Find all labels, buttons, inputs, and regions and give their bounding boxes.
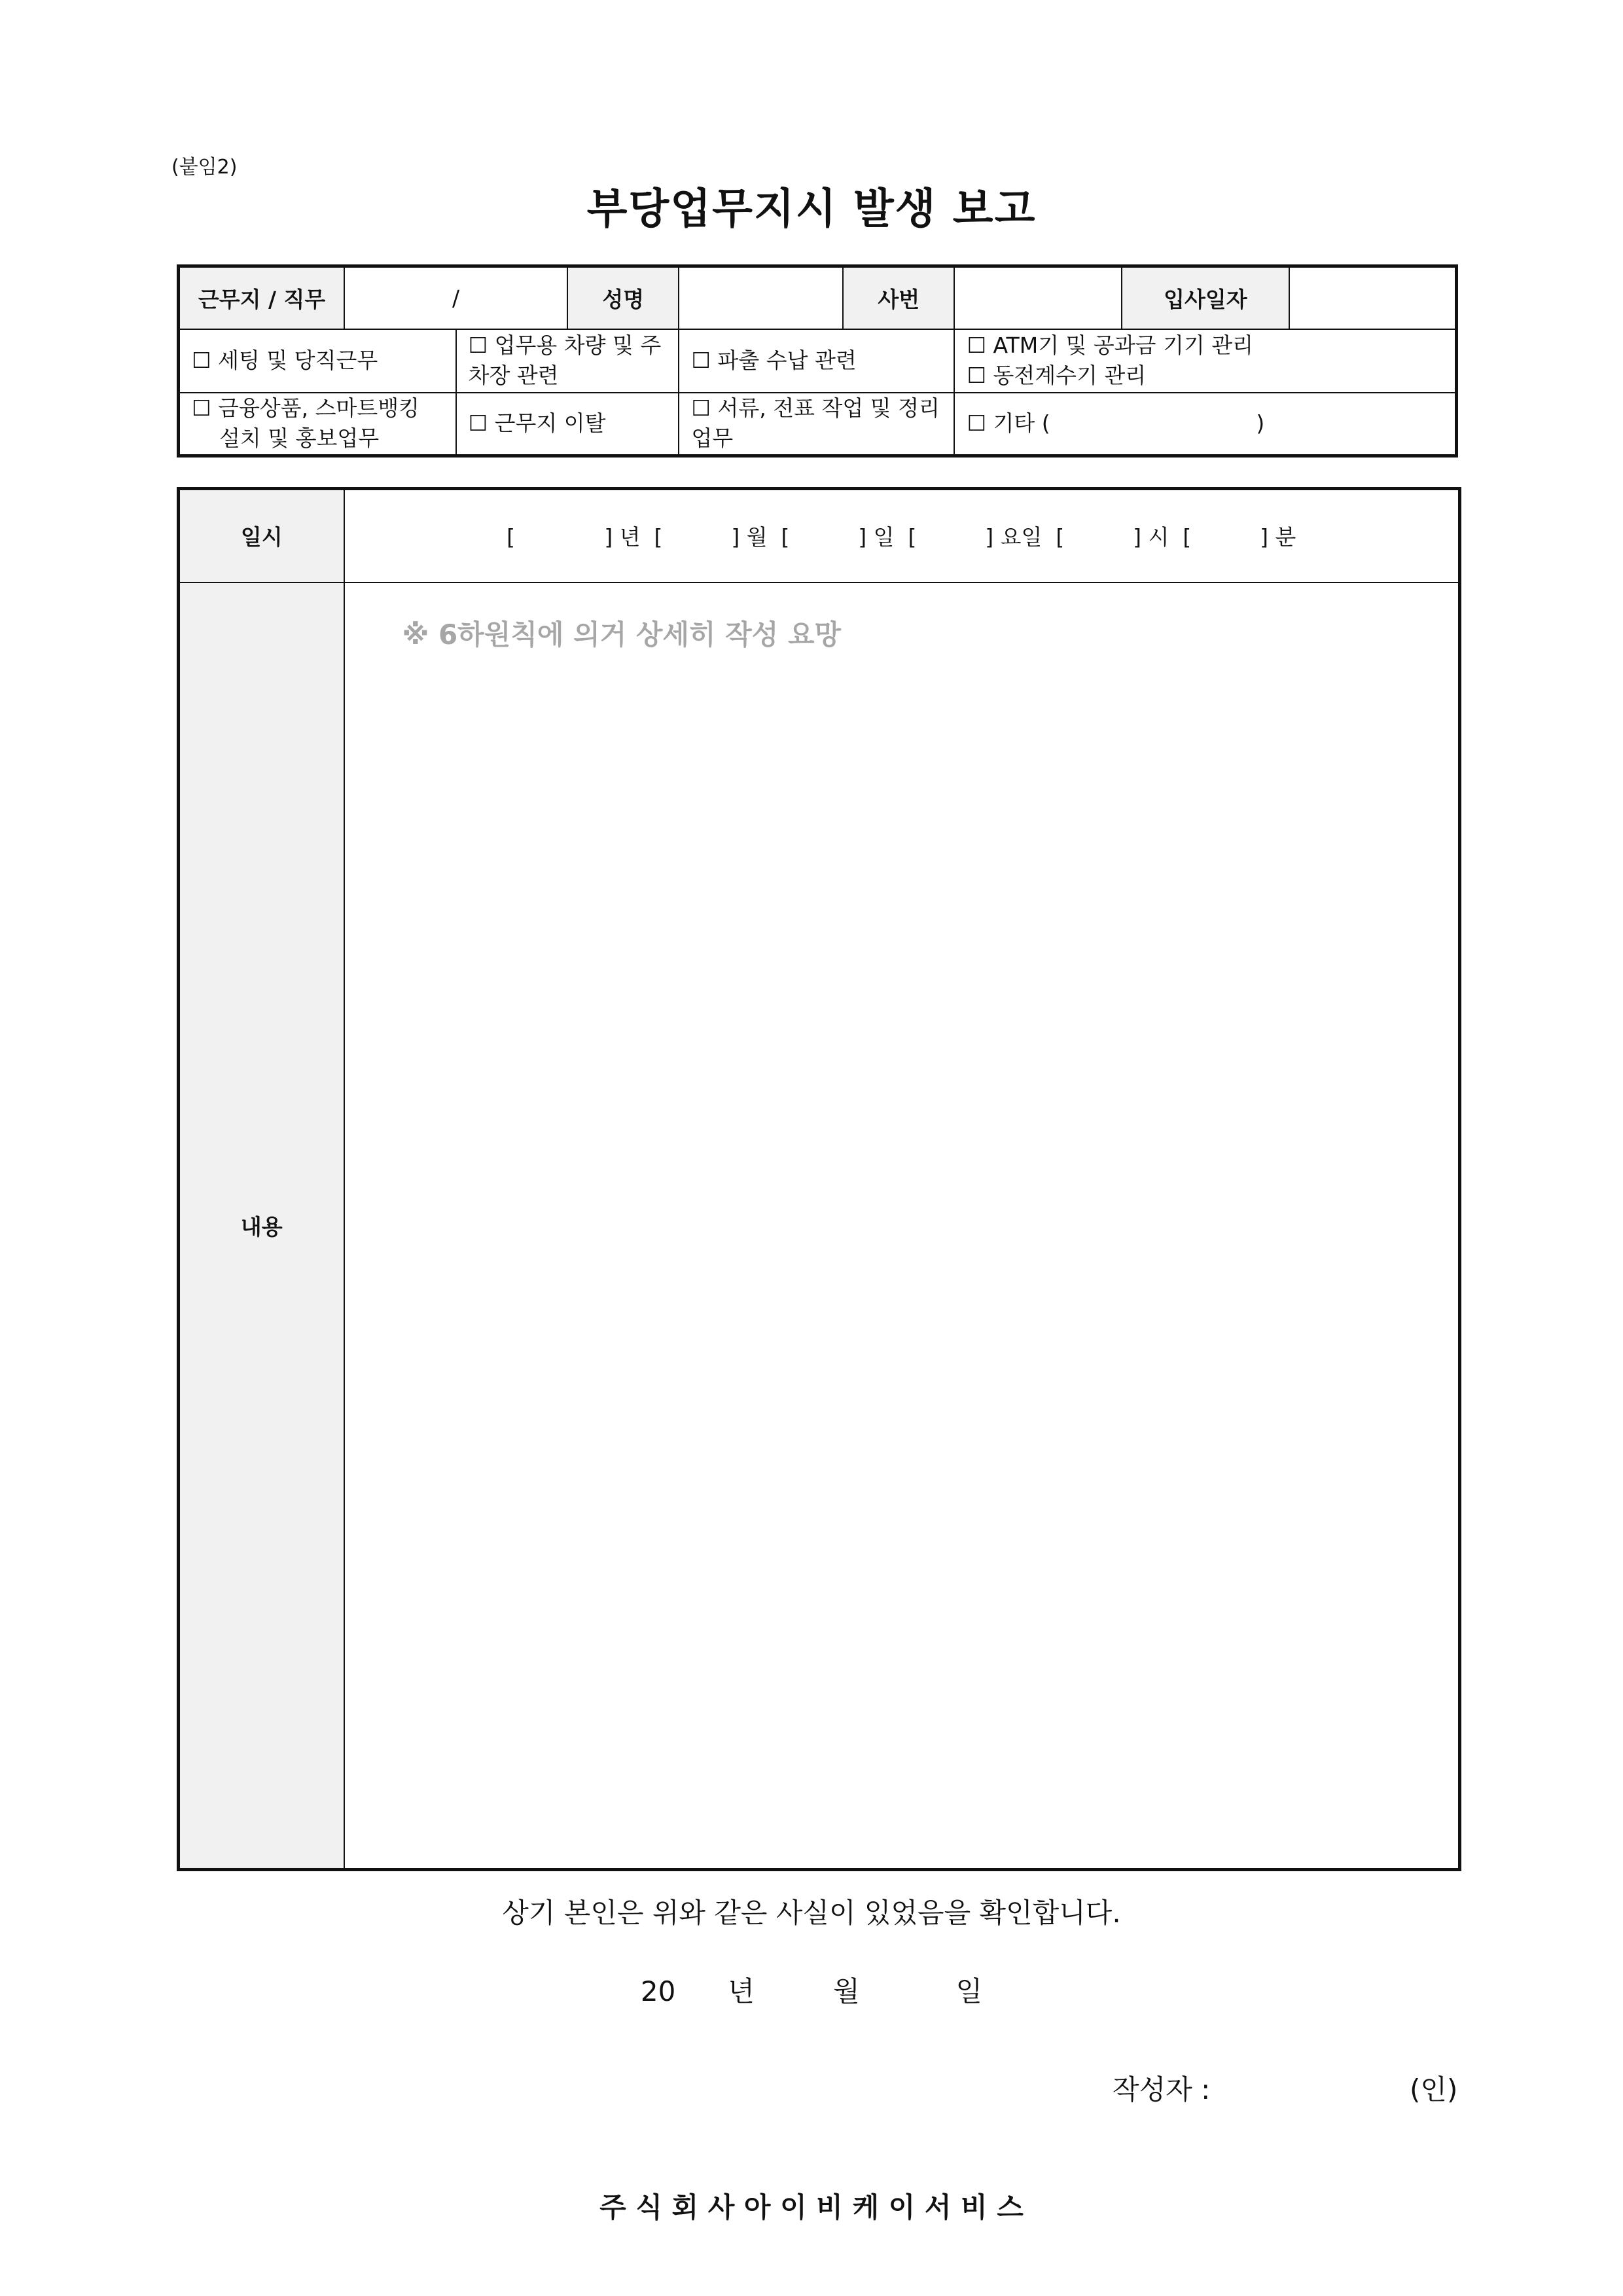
datetime-field[interactable]: [ ] 년 [ ] 월 [ ] 일 [ ] 요일 [ ] 시 [ ] 분 (344, 489, 1460, 583)
name-label: 성명 (567, 266, 679, 329)
confirmation-text: 상기 본인은 위와 같은 사실이 있었음을 확인합니다. (502, 1897, 1121, 1929)
name-field[interactable] (679, 266, 843, 329)
writer-label: 작성자 : (1113, 2073, 1211, 2106)
workplace-field[interactable]: / (344, 266, 567, 329)
page-title: 부당업무지시 발생 보고 (586, 185, 1037, 234)
hire-date-field[interactable] (1289, 266, 1457, 329)
content-area[interactable] (344, 583, 1460, 1870)
employee-number-field[interactable] (954, 266, 1122, 329)
info-table (177, 264, 1458, 457)
category-checkbox-dispatch-collection[interactable]: ☐ 파출 수납 관련 (679, 329, 954, 393)
employee-number-label: 사번 (843, 266, 954, 329)
seal-label: (인) (1410, 2073, 1458, 2106)
report-table (177, 487, 1461, 1871)
category-checkbox-leaving-workplace[interactable]: ☐ 근무지 이탈 (456, 393, 679, 456)
content-label: 내용 (179, 583, 344, 1870)
content-hint: ※ 6하원칙에 의거 상세히 작성 요망 (402, 618, 842, 651)
category-checkbox-atm-coin[interactable]: ☐ ATM기 및 공과금 기기 관리 ☐ 동전계수기 관리 (954, 329, 1456, 393)
category-checkbox-setting-duty[interactable]: ☐ 세팅 및 당직근무 (179, 329, 456, 393)
hire-date-label: 입사일자 (1122, 266, 1289, 329)
category-checkbox-vehicle-parking[interactable]: ☐ 업무용 차량 및 주차장 관련 (456, 329, 679, 393)
company-name: 주 식 회 사 아 이 비 케 이 서 비 스 (599, 2191, 1024, 2223)
category-checkbox-other[interactable]: ☐ 기타 ( ) (954, 393, 1456, 456)
attachment-label: (붙임2) (171, 156, 238, 179)
datetime-label: 일시 (179, 489, 344, 583)
signature-date[interactable]: 20 년 월 일 (640, 1975, 983, 2007)
category-checkbox-documents[interactable]: ☐ 서류, 전표 작업 및 정리업무 (679, 393, 954, 456)
category-checkbox-financial-products[interactable]: ☐ 금융상품, 스마트뱅킹 설치 및 홍보업무 (179, 393, 456, 456)
workplace-label: 근무지 / 직무 (179, 266, 345, 329)
